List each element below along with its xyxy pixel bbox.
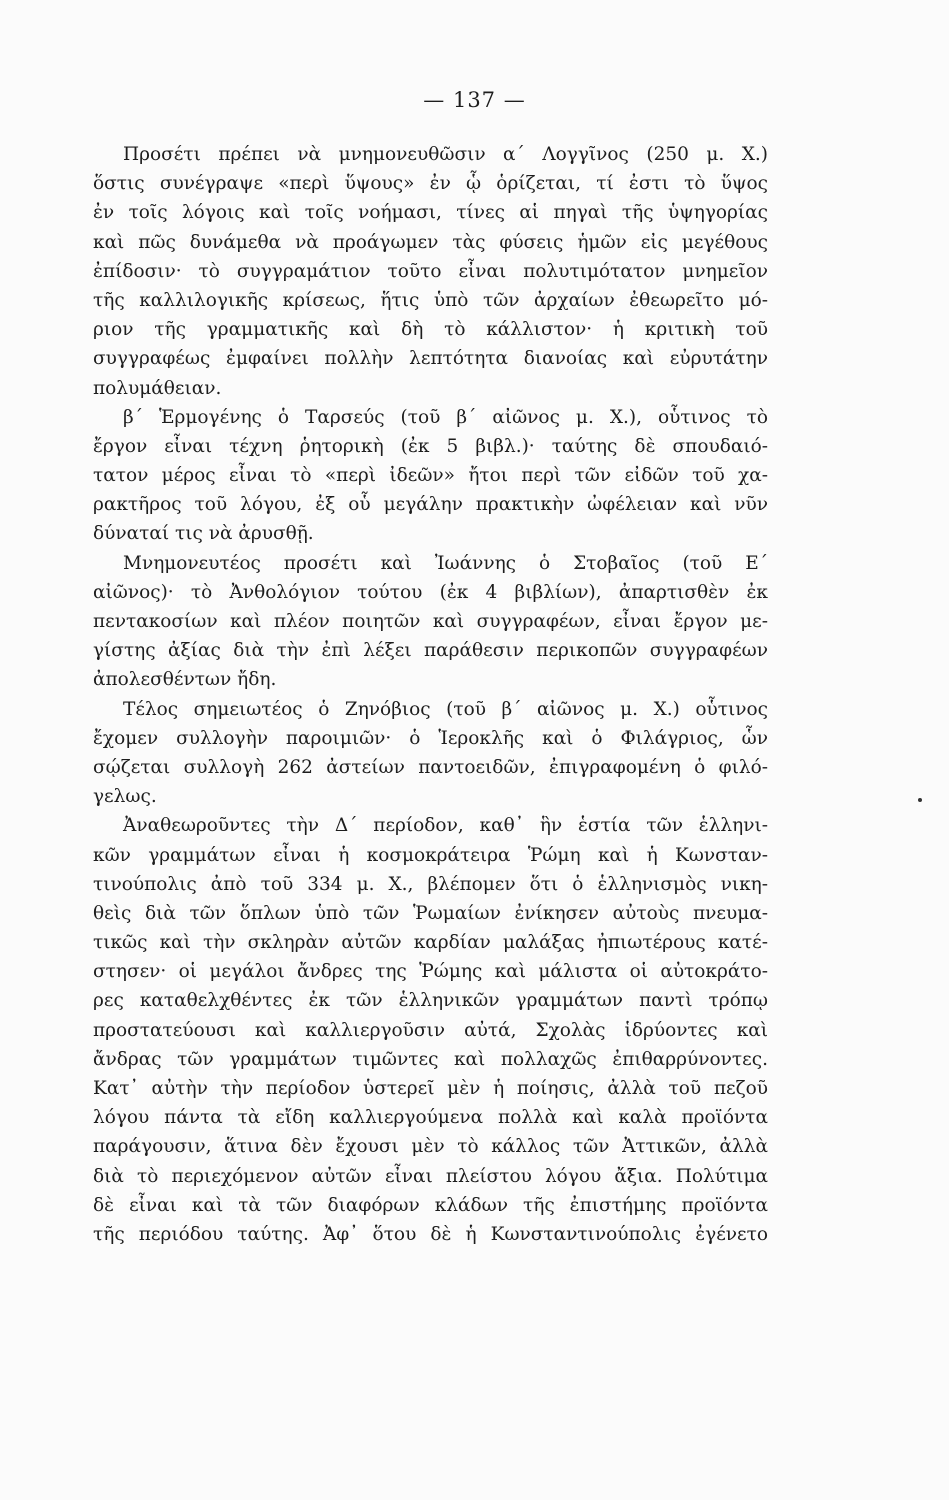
text-line: τικῶς καὶ τὴν σκληρὰν αὐτῶν καρδίαν μαλάξας ἠπιωτέρους κατέ- — [93, 932, 768, 954]
text-line: ἄνδρας τῶν γραμμάτων τιμῶντες καὶ πολλαχῶς ἐπιθαρρύνοντες. — [93, 1048, 768, 1070]
text-line: στησεν· οἱ μεγάλοι ἄνδρες της Ῥώμης καὶ μάλιστα οἱ αὐτοκράτο- — [93, 961, 768, 983]
text-line: πολυμάθειαν. — [93, 377, 222, 399]
text-line: πεντακοσίων καὶ πλέον ποιητῶν καὶ συγγραφέων, εἶναι ἔργον με- — [93, 611, 768, 632]
text-line: τῆς καλλιλογικῆς κρίσεως, ἥτις ὑπὸ τῶν ἀρχαίων ἐθεωρεῖτο μό- — [93, 289, 768, 311]
text-line: καὶ πῶς δυνάμεθα νὰ προάγωμεν τὰς φύσεις ἡμῶν εἰς μεγέθους — [93, 231, 768, 253]
text-line: ἀπολεσθέντων ἤδη. — [93, 669, 277, 691]
text-line: συγγραφέως ἐμφαίνει πολλὴν λεπτότητα διανοίας καὶ εὐρυτάτην — [93, 348, 768, 370]
text-line: Μνημονευτέος προσέτι καὶ Ἰωάννης ὁ Στοβαῖος (τοῦ Ε΄ — [123, 552, 768, 574]
text-line: κῶν γραμμάτων εἶναι ἡ κοσμοκράτειρα Ῥώμη καὶ ἡ Κωνσταν- — [93, 844, 768, 866]
text-line: ὅστις συνέγραψε «περὶ ὕψους» ἐν ᾧ ὁρίζεται, τί ἐστι τὸ ὕψος — [93, 173, 768, 195]
text-line: γελως. — [93, 786, 157, 808]
text-line: ρακτῆρος τοῦ λόγου, ἐξ οὗ μεγάλην πρακτικὴν ὠφέλειαν καὶ νῦν — [93, 494, 768, 516]
text-line: τατον μέρος εἶναι τὸ «περὶ ἰδεῶν» ἤτοι περὶ τῶν εἰδῶν τοῦ χα- — [93, 465, 768, 487]
text-line: ἐν τοῖς λόγοις καὶ τοῖς νοήμασι, τίνες αἱ πηγαὶ τῆς ὑψηγορίας — [93, 202, 768, 224]
page-number: — 137 — — [423, 88, 526, 112]
text-line: Ἀναθεωροῦντες τὴν Δ΄ περίοδον, καθ᾿ ἣν ἑστία τῶν ἑλληνι- — [123, 815, 768, 837]
text-line: Κατ᾿ αὐτὴν τὴν περίοδον ὑστερεῖ μὲν ἡ ποίησις, ἀλλὰ τοῦ πεζοῦ — [93, 1078, 768, 1099]
text-line: ἔχομεν συλλογὴν παροιμιῶν· ὁ Ἱεροκλῆς καὶ ὁ Φιλάγριος, ὧν — [93, 727, 768, 749]
text-line: γίστης ἀξίας διὰ τὴν ἐπὶ λέξει παράθεσιν περικοπῶν συγγραφέων — [93, 640, 768, 662]
text-line: τῆς περιόδου ταύτης. Ἀφ᾿ ὅτου δὲ ἡ Κωνσταντινούπολις ἐγένετο — [93, 1223, 768, 1245]
text-line: αἰῶνος)· τὸ Ἀνθολόγιον τούτου (ἐκ 4 βιβλίων), ἀπαρτισθὲν ἐκ — [93, 581, 768, 603]
text-line: δύναταί τις νὰ ἀρυσθῇ. — [93, 523, 314, 545]
text-line: ἔργον εἶναι τέχνη ῥητορικὴ (ἐκ 5 βιβλ.)· ταύτης δὲ σπουδαιό- — [93, 435, 768, 457]
text-line: σῴζεται συλλογὴ 262 ἀστείων παντοειδῶν, ἐπιγραφομένη ὁ φιλό- — [93, 756, 768, 778]
text-line: θεὶς διὰ τῶν ὅπλων ὑπὸ τῶν Ῥωμαίων ἐνίκησεν αὐτοὺς πνευμα- — [93, 902, 768, 924]
text-line: Προσέτι πρέπει νὰ μνημονευθῶσιν α΄ Λογγῖνος (250 μ. Χ.) — [123, 144, 768, 165]
text-line: προστατεύουσι καὶ καλλιεργοῦσιν αὐτά, Σχολὰς ἱδρύοντες καὶ — [93, 1019, 768, 1041]
text-line: τινούπολις ἀπὸ τοῦ 334 μ. Χ., βλέπομεν ὅτι ὁ ἑλληνισμὸς νικη- — [93, 873, 768, 895]
text-line: ριον τῆς γραμματικῆς καὶ δὴ τὸ κάλλιστον· ἡ κριτικὴ τοῦ — [93, 319, 768, 341]
text-line: ἐπίδοσιν· τὸ συγγραμάτιον τοῦτο εἶναι πολυτιμότατον μνημεῖον — [93, 260, 768, 282]
text-line: β΄ Ἑρμογένης ὁ Ταρσεύς (τοῦ β΄ αἰῶνος μ. Χ.), οὗτινος τὸ — [123, 406, 768, 428]
body-text — [93, 140, 768, 1249]
text-line: Τέλος σημειωτέος ὁ Ζηνόβιος (τοῦ β΄ αἰῶνος μ. Χ.) οὗτινος — [123, 698, 768, 720]
text-line: ρες καταθελχθέντες ἐκ τῶν ἑλληνικῶν γραμμάτων παντὶ τρόπῳ — [93, 990, 768, 1012]
text-line: παράγουσιν, ἅτινα δὲν ἔχουσι μὲν τὸ κάλλος τῶν Ἀττικῶν, ἀλλὰ — [93, 1136, 768, 1158]
text-line: διὰ τὸ περιεχόμενον αὐτῶν εἶναι πλείστου λόγου ἄξια. Πολύτιμα — [93, 1165, 768, 1187]
text-line: λόγου πάντα τὰ εἴδη καλλιεργούμενα πολλὰ καὶ καλὰ προϊόντα — [93, 1107, 768, 1129]
text-line: δὲ εἶναι καὶ τὰ τῶν διαφόρων κλάδων τῆς ἐπιστήμης προϊόντα — [93, 1194, 768, 1216]
margin-mark — [918, 798, 922, 802]
